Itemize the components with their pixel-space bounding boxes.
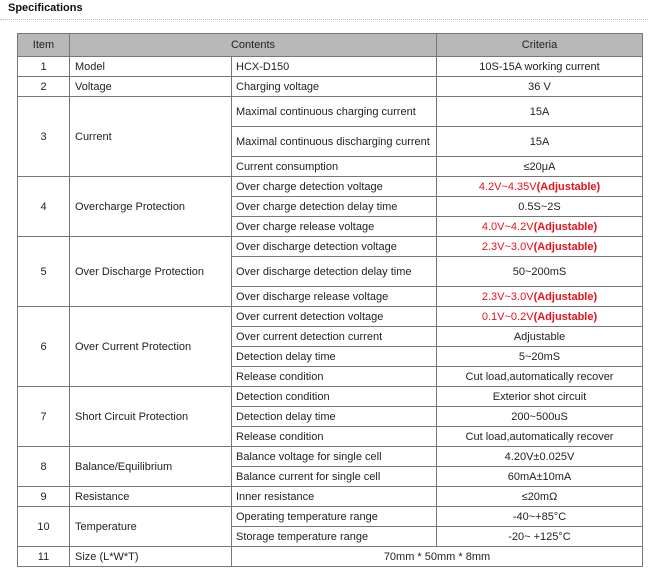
criteria-adjustable-range bbox=[482, 311, 597, 323]
sub-item-label: Over charge detection delay time bbox=[232, 197, 437, 217]
item-number: 11 bbox=[18, 547, 70, 567]
criteria-adjustable-range bbox=[482, 291, 597, 303]
adjustable-note: (Adjustable) bbox=[533, 240, 598, 253]
criteria-value bbox=[437, 217, 643, 237]
sub-item-label: Over discharge detection voltage bbox=[232, 237, 437, 257]
criteria-value: Cut load,automatically recover bbox=[437, 427, 643, 447]
criteria-value: ≤20μA bbox=[437, 157, 643, 177]
criteria-value bbox=[437, 307, 643, 327]
criteria-value: -20~ +125°C bbox=[437, 527, 643, 547]
criteria-adjustable-range bbox=[479, 181, 600, 193]
item-number: 10 bbox=[18, 507, 70, 547]
sub-item-label: Release condition bbox=[232, 367, 437, 387]
criteria-value bbox=[437, 177, 643, 197]
sub-item-label: Detection delay time bbox=[232, 407, 437, 427]
table-row bbox=[18, 507, 643, 527]
page-title: Specifications bbox=[8, 2, 83, 14]
criteria-range-value: 2.3V~3.0V bbox=[481, 240, 534, 253]
table-row bbox=[18, 547, 643, 567]
item-number: 6 bbox=[18, 307, 70, 387]
table-header-row bbox=[18, 34, 643, 57]
criteria-value: ≤20mΩ bbox=[437, 487, 643, 507]
criteria-value: Exterior shot circuit bbox=[437, 387, 643, 407]
sub-item-label: Over charge release voltage bbox=[232, 217, 437, 237]
sub-item-label: Maximal continuous discharging current bbox=[232, 127, 437, 157]
sub-item-label: Detection condition bbox=[232, 387, 437, 407]
sub-item-label: Detection delay time bbox=[232, 347, 437, 367]
content-label: Short Circuit Protection bbox=[70, 387, 232, 447]
table-row bbox=[18, 387, 643, 407]
content-label: Over Current Protection bbox=[70, 307, 232, 387]
content-label: Temperature bbox=[70, 507, 232, 547]
criteria-value: 15A bbox=[437, 97, 643, 127]
criteria-value: 4.20V±0.025V bbox=[437, 447, 643, 467]
item-number: 5 bbox=[18, 237, 70, 307]
table-body bbox=[18, 57, 643, 567]
sub-item-label: Charging voltage bbox=[232, 77, 437, 97]
sub-item-label: Over discharge release voltage bbox=[232, 287, 437, 307]
header-criteria: Criteria bbox=[437, 34, 643, 57]
item-number: 9 bbox=[18, 487, 70, 507]
criteria-value bbox=[437, 287, 643, 307]
item-number: 3 bbox=[18, 97, 70, 177]
header-item: Item bbox=[18, 34, 70, 57]
criteria-value: 15A bbox=[437, 127, 643, 157]
item-number: 4 bbox=[18, 177, 70, 237]
content-label: Overcharge Protection bbox=[70, 177, 232, 237]
criteria-value: 5~20mS bbox=[437, 347, 643, 367]
sub-item-label: Operating temperature range bbox=[232, 507, 437, 527]
table-row bbox=[18, 307, 643, 327]
content-label: Balance/Equilibrium bbox=[70, 447, 232, 487]
criteria-adjustable-range bbox=[482, 221, 597, 233]
sub-item-label: Over charge detection voltage bbox=[232, 177, 437, 197]
item-number: 7 bbox=[18, 387, 70, 447]
criteria-value: 36 V bbox=[437, 77, 643, 97]
criteria-value: Cut load,automatically recover bbox=[437, 367, 643, 387]
table-row bbox=[18, 97, 643, 127]
sub-item-label: Over current detection voltage bbox=[232, 307, 437, 327]
sub-item-label: Balance current for single cell bbox=[232, 467, 437, 487]
criteria-value: Adjustable bbox=[437, 327, 643, 347]
criteria-range-value: 4.2V~4.35V bbox=[478, 180, 537, 193]
sub-item-label: HCX-D150 bbox=[232, 57, 437, 77]
sub-item-label: Maximal continuous charging current bbox=[232, 97, 437, 127]
sub-item-label: Balance voltage for single cell bbox=[232, 447, 437, 467]
table-row bbox=[18, 487, 643, 507]
adjustable-note: (Adjustable) bbox=[533, 290, 598, 303]
adjustable-note: (Adjustable) bbox=[536, 180, 601, 193]
sub-item-label: Over current detection current bbox=[232, 327, 437, 347]
criteria-range-value: 0.1V~0.2V bbox=[481, 310, 534, 323]
item-number: 8 bbox=[18, 447, 70, 487]
criteria-value: 200~500uS bbox=[437, 407, 643, 427]
criteria-range-value: 4.0V~4.2V bbox=[481, 220, 534, 233]
item-number: 2 bbox=[18, 77, 70, 97]
table-row bbox=[18, 57, 643, 77]
table-row bbox=[18, 447, 643, 467]
content-label: Size (L*W*T) bbox=[70, 547, 232, 567]
criteria-value: 0.5S~2S bbox=[437, 197, 643, 217]
criteria-range-value: 2.3V~3.0V bbox=[481, 290, 534, 303]
sub-item-label: Storage temperature range bbox=[232, 527, 437, 547]
table-row bbox=[18, 237, 643, 257]
sub-item-label: Over discharge detection delay time bbox=[232, 257, 437, 287]
content-label: Voltage bbox=[70, 77, 232, 97]
title-divider bbox=[0, 19, 648, 20]
header-contents: Contents bbox=[70, 34, 437, 57]
criteria-value: 70mm * 50mm * 8mm bbox=[232, 547, 643, 567]
table-row bbox=[18, 77, 643, 97]
adjustable-note: (Adjustable) bbox=[533, 310, 598, 323]
criteria-value: 10S-15A working current bbox=[437, 57, 643, 77]
criteria-value bbox=[437, 237, 643, 257]
content-label: Resistance bbox=[70, 487, 232, 507]
sub-item-label: Inner resistance bbox=[232, 487, 437, 507]
content-label: Over Discharge Protection bbox=[70, 237, 232, 307]
table-row bbox=[18, 177, 643, 197]
criteria-adjustable-range bbox=[482, 241, 597, 253]
criteria-value: 60mA±10mA bbox=[437, 467, 643, 487]
criteria-value: -40~+85°C bbox=[437, 507, 643, 527]
criteria-value: 50~200mS bbox=[437, 257, 643, 287]
specifications-table bbox=[17, 33, 643, 567]
sub-item-label: Release condition bbox=[232, 427, 437, 447]
item-number: 1 bbox=[18, 57, 70, 77]
content-label: Current bbox=[70, 97, 232, 177]
adjustable-note: (Adjustable) bbox=[533, 220, 598, 233]
content-label: Model bbox=[70, 57, 232, 77]
sub-item-label: Current consumption bbox=[232, 157, 437, 177]
